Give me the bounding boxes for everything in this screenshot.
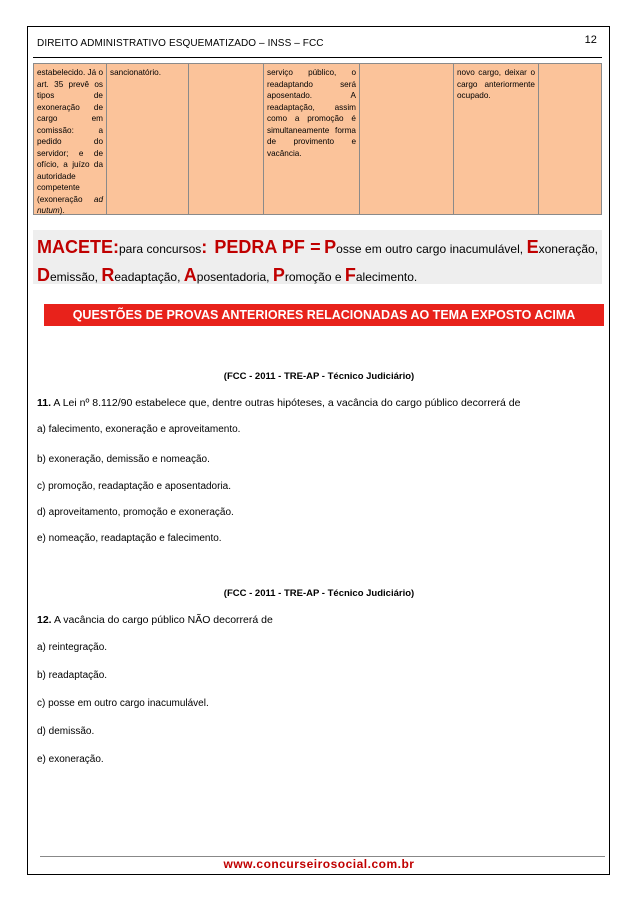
question-12-source: (FCC - 2011 - TRE-AP - Técnico Judiciário) bbox=[223, 588, 415, 599]
q11-option-c: c) promoção, readaptação e aposentadoria. bbox=[37, 481, 232, 492]
footer-url[interactable]: www.concurseirosocial.com.br bbox=[223, 857, 415, 871]
macete-key: PEDRA PF = bbox=[214, 237, 321, 257]
table-col-1: estabelecido. Já o art. 35 prevê os tipos de exoneração de cargo em comissão: a pedido do servidor; e de ofício, a juízo da autoridade competente (exoneração ad nutum). bbox=[34, 64, 107, 214]
q11-option-e: e) nomeação, readaptação e falecimento. bbox=[37, 533, 222, 544]
table-col-2: sancionatório. bbox=[107, 64, 189, 214]
macete-word-rest: eadaptação, bbox=[114, 270, 184, 284]
macete-word-rest: posentadoria, bbox=[196, 270, 273, 284]
comparison-table bbox=[33, 63, 602, 215]
macete-word-rest: alecimento. bbox=[355, 270, 418, 284]
q11-option-b: b) exoneração, demissão e nomeação. bbox=[37, 454, 210, 465]
macete-intro: para concursos bbox=[119, 242, 202, 256]
q12-option-c: c) posse em outro cargo inacumulável. bbox=[37, 698, 209, 709]
question-11-source: (FCC - 2011 - TRE-AP - Técnico Judiciário) bbox=[223, 371, 415, 382]
macete-initial: D bbox=[37, 265, 50, 285]
table-col-5 bbox=[360, 64, 454, 214]
macete-word-rest: romoção e bbox=[284, 270, 345, 284]
macete-initial: F bbox=[344, 265, 356, 285]
q11-option-a: a) falecimento, exoneração e aproveitamento. bbox=[37, 424, 241, 435]
macete-initial: E bbox=[526, 237, 539, 257]
page-number: 12 bbox=[584, 34, 597, 46]
table-col-6: novo cargo, deixar o cargo anteriormente ocupado. bbox=[454, 64, 539, 214]
macete-word-rest: osse em outro cargo inacumulável, bbox=[336, 242, 527, 256]
q12-option-b: b) readaptação. bbox=[37, 670, 108, 681]
macete-word-rest: xoneração, bbox=[538, 242, 598, 256]
q12-option-e: e) exoneração. bbox=[37, 754, 104, 765]
macete-word-rest: emissão, bbox=[50, 270, 102, 284]
header-title: DIREITO ADMINISTRATIVO ESQUEMATIZADO – INSS – FCC bbox=[37, 38, 324, 49]
question-11: 11. A Lei nº 8.112/90 estabelece que, dentre outras hipóteses, a vacância do cargo público decorrerá de bbox=[37, 397, 521, 409]
table-col-3 bbox=[189, 64, 264, 214]
macete-initial: A bbox=[183, 265, 197, 285]
q12-option-a: a) reintegração. bbox=[37, 642, 108, 653]
question-12: 12. A vacância do cargo público NÃO decorrerá de bbox=[37, 614, 273, 626]
macete-initial: P bbox=[324, 237, 337, 257]
header-divider bbox=[33, 57, 602, 58]
table-col-4: serviço público, o readaptando será aposentado. A readaptação, assim como a promoção é simultaneamente forma de provimento e vacância. bbox=[264, 64, 360, 214]
page-header bbox=[37, 34, 597, 49]
macete-initial: P bbox=[272, 265, 285, 285]
q12-option-d: d) demissão. bbox=[37, 726, 95, 737]
macete-box: MACETE:para concursos: PEDRA PF = Posse em outro cargo inacumulável, Exoneração, Demissão, Readaptação, Aposentadoria, Promoção e Falecimento. bbox=[33, 230, 602, 284]
section-banner: QUESTÕES DE PROVAS ANTERIORES RELACIONADAS AO TEMA EXPOSTO ACIMA bbox=[44, 304, 604, 326]
q11-option-d: d) aproveitamento, promoção e exoneração. bbox=[37, 507, 234, 518]
macete-label: MACETE: bbox=[37, 237, 119, 257]
macete-initial: R bbox=[101, 265, 115, 285]
table-col-7 bbox=[539, 64, 601, 214]
